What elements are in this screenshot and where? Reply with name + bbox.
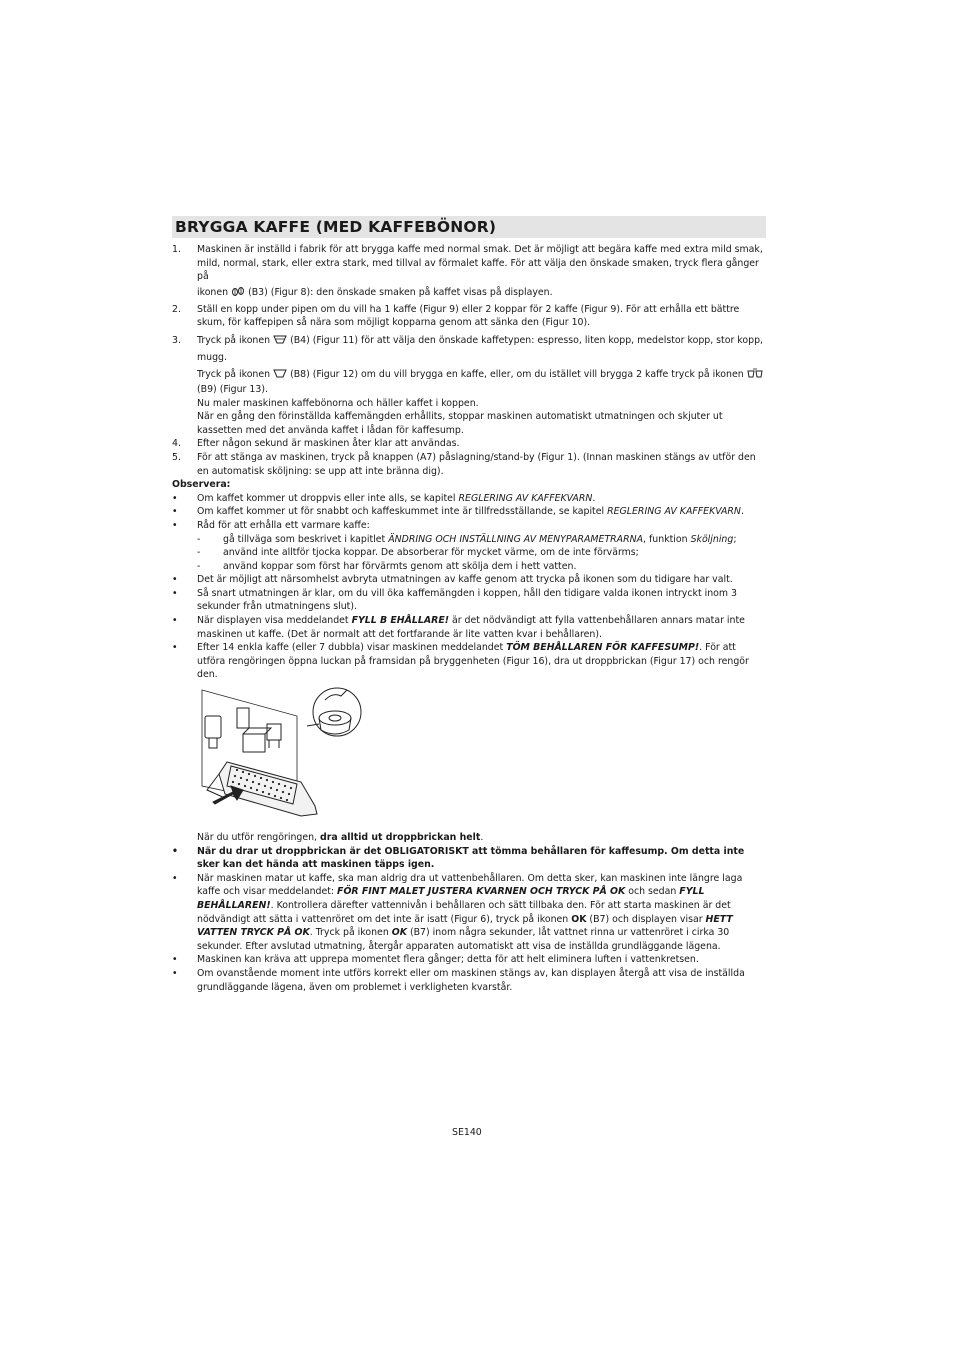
- ok-label: OK: [391, 927, 407, 939]
- bullet-item: [172, 573, 766, 587]
- bullet-text: .: [592, 492, 596, 504]
- dash: -: [197, 533, 201, 545]
- bullet-text: REGLERING AV KAFFEKVARN: [607, 506, 741, 518]
- dash: -: [197, 547, 201, 559]
- bullet: •: [172, 519, 178, 531]
- display-message: FYLL B EHÅLLARE!: [351, 615, 449, 627]
- step-text: (B8) (Figur 12) om du vill brygga en kaffe, eller, om du istället vill brygga 2 kaffe tryck på ikonen: [290, 368, 744, 380]
- step-text: Tryck på ikonen: [197, 368, 271, 380]
- bullet-text: . För att utföra rengöringen öppna luckan på framsidan på bryggenheten (Figur 16), dra ut droppbrickan (Figur 17) och rengör den.: [197, 642, 749, 681]
- step-text: (B4) (Figur 11) för att välja den önskade kaffetypen: espresso, liten kopp, medelstor kopp, stor kopp, mugg.: [197, 334, 764, 363]
- bean-strength-icon: [231, 286, 245, 296]
- note-text: [172, 831, 766, 845]
- step-number: 3.: [172, 334, 181, 346]
- bullet-item: [172, 492, 766, 506]
- bullet-text: . Kontrollera därefter vattennivån i behållaren och sätt tillbaka den. För att starta maskinen är det nödvändigt att sätta i vattenröret om det inte är isatt (Figur 6), tryck på ikonen: [197, 900, 731, 925]
- note-text-part: .: [480, 832, 484, 844]
- observera-heading: Observera:: [172, 479, 231, 491]
- step-3-cont: [172, 366, 766, 383]
- step-number: 1.: [172, 244, 181, 255]
- bullet-text: Om kaffet kommer ut för snabbt och kaffeskummet inte är tillfredsställande, se kapitel: [197, 506, 608, 518]
- drip-tray-illustration: [197, 686, 367, 831]
- bullet-text: När displayen visa meddelandet: [197, 615, 352, 627]
- bullet-text: Det är möjligt att närsomhelst avbryta utmatningen av kaffe genom att trycka på ikonen som du tidigare har valt.: [197, 574, 733, 586]
- step-number: 2.: [172, 303, 181, 315]
- step-text: Efter någon sekund är maskinen åter klar att användas.: [197, 438, 460, 450]
- step-text: För att stänga av maskinen, tryck på knappen (A7) påslagning/stand-by (Figur 1). (Innan maskinen stängs av utför den en automatisk sköljning: se upp att inte bränna dig).: [197, 451, 756, 477]
- bullet-text: .: [740, 506, 744, 518]
- bullet-text: gå tillväga som beskrivet i kapitlet: [223, 533, 389, 545]
- bullet-item: [172, 641, 766, 682]
- bullet: •: [172, 492, 178, 504]
- bullet-text: När maskinen matar ut kaffe, ska man aldrig dra ut vattenbehållaren. Om detta sker, kan maskinen inte längre laga kaffe och visar meddelandet:: [197, 872, 743, 898]
- bullet-item: [172, 845, 766, 872]
- bullet: •: [172, 967, 178, 979]
- two-cups-icon: [747, 368, 761, 378]
- bullet-text: ;: [733, 533, 737, 545]
- bullet-text: (B7) inom några sekunder, låt vattnet rinna ur vattenröret i cirka 30 sekunder. Efter avslutad utmatning, återgår apparaten automatiskt att visa de inställda grundläggande lägena.: [197, 927, 730, 952]
- bullet-text: När du drar ut droppbrickan är det OBLIGATORISKT att tömma behållaren för kaffesump. Om detta inte sker kan det hända att maskinen täpps igen.: [197, 845, 745, 871]
- step-text: (B3) (Figur 8): den önskade smaken på kaffet visas på displayen.: [248, 286, 553, 298]
- step-number: 4.: [172, 438, 181, 450]
- ok-label: OK: [571, 913, 587, 925]
- step-5: [172, 451, 766, 478]
- step-4: [172, 437, 766, 451]
- step-text: Tryck på ikonen: [197, 334, 271, 346]
- step-text: ikonen: [197, 286, 229, 298]
- bullet-text: ÄNDRING OCH INSTÄLLNING AV MENYPARAMETRARNA: [388, 533, 644, 545]
- note-text-part: När du utför rengöringen,: [197, 832, 321, 844]
- document-page: [172, 216, 766, 994]
- cup-size-icon: [273, 334, 287, 344]
- bullet-text: Maskinen kan kräva att upprepa momentet flera gånger; detta för att helt eliminera luften i vattenkretsen.: [197, 954, 699, 966]
- bullet-text: REGLERING AV KAFFEKVARN: [458, 492, 593, 504]
- bullet-text: Efter 14 enkla kaffe (eller 7 dubbla) visar maskinen meddelandet: [197, 642, 507, 654]
- step-3-line: (B9) (Figur 13).: [197, 383, 268, 395]
- step-text-line: [197, 284, 766, 301]
- bullet: •: [172, 954, 178, 966]
- bullet-text: Om ovanstående moment inte utförs korrekt eller om maskinen stängs av, kan displayen återgå att visa de inställda grundläggande lägena, även om problemet i verkligheten kvarstår.: [197, 967, 745, 993]
- bullet-text: , funktion: [643, 533, 691, 545]
- dash: -: [197, 560, 201, 572]
- sub-item: [172, 560, 766, 574]
- bullet: •: [172, 872, 178, 884]
- bullet-text: Sköljning: [690, 533, 734, 545]
- display-message: FÖR FINT MALET JUSTERA KVARNEN OCH TRYCK PÅ OK: [337, 886, 626, 898]
- bullet-text: (B7) och displayen visar: [586, 913, 706, 925]
- bullet: •: [172, 642, 178, 654]
- step-number: 5.: [172, 451, 181, 463]
- bullet-text: är det nödvändigt att fylla vattenbehållaren annars matar inte maskinen ut kaffe. (Det är normalt att det fortfarande är lite vatten kvar i behållaren).: [197, 615, 745, 640]
- bullet-text: använd koppar som först har förvärmts genom att skölja dem i hett vatten.: [223, 560, 577, 572]
- bullet-text: Om kaffet kommer ut droppvis eller inte alls, se kapitel: [197, 492, 459, 504]
- bullet-item: [172, 505, 766, 519]
- bullet: •: [172, 845, 178, 857]
- bullet-item: [172, 872, 766, 954]
- bullet-text: . Tryck på ikonen: [309, 927, 392, 939]
- bullet-text: använd inte alltför tjocka koppar. De absorberar för mycket värme, om de inte förvärms;: [223, 547, 639, 559]
- section-heading: BRYGGA KAFFE (MED KAFFEBÖNOR): [172, 216, 766, 238]
- sub-item: [172, 533, 766, 547]
- display-message: TÖM BEHÅLLAREN FÖR KAFFESUMP!: [506, 642, 700, 654]
- step-3: [172, 332, 766, 366]
- bullet-item: [172, 587, 766, 614]
- bullet-text: Så snart utmatningen är klar, om du vill öka kaffemängden i koppen, håll den tidigare valda ikonen intryckt inom 3 sekunder från utmatningens slut).: [197, 587, 737, 613]
- display-message: FYLL BEHÅLLAREN!: [197, 886, 705, 911]
- sub-item: [172, 546, 766, 560]
- bullet: •: [172, 506, 178, 518]
- step-3-line: Nu maler maskinen kaffebönorna och häller kaffet i koppen.: [197, 397, 479, 409]
- bullet-item: [172, 614, 766, 641]
- display-message: HETT VATTEN TRYCK PÅ OK: [197, 913, 733, 939]
- note-text-bold: dra alltid ut droppbrickan helt: [320, 832, 481, 844]
- step-1: [172, 243, 766, 301]
- bullet-text: och sedan: [625, 886, 680, 898]
- drip-tray-figure: [197, 686, 367, 831]
- bullet: •: [172, 587, 178, 599]
- bullet-item: [172, 967, 766, 994]
- one-cup-icon: [273, 368, 287, 378]
- bullet-item: [172, 519, 766, 533]
- bullet-item: [172, 953, 766, 967]
- page-number: SE140: [452, 1127, 482, 1138]
- step-text: Maskinen är inställd i fabrik för att brygga kaffe med normal smak. Det är möjligt att begära kaffe med extra mild smak, mild, normal, stark, eller extra stark, med tillval av förmalet kaffe. För att välja den önskade smaken, tryck flera gånger på: [197, 244, 763, 283]
- step-2: [172, 303, 766, 330]
- step-text: Ställ en kopp under pipen om du vill ha 1 kaffe (Figur 9) eller 2 koppar för 2 kaffe (Figur 9). För att erhålla ett bättre skum, för kaffepipen så nära som möjligt kopparna genom att sänka den (Figur 10).: [197, 303, 740, 329]
- bullet: •: [172, 574, 178, 586]
- step-3-line: När en gång den förinställda kaffemängden erhållits, stoppar maskinen automatiskt utmatningen och skjuter ut kassetten med det använda kaffet i lådan för kaffesump.: [197, 411, 723, 436]
- bullet: •: [172, 615, 178, 627]
- bullet-text: Råd för att erhålla ett varmare kaffe:: [197, 519, 370, 531]
